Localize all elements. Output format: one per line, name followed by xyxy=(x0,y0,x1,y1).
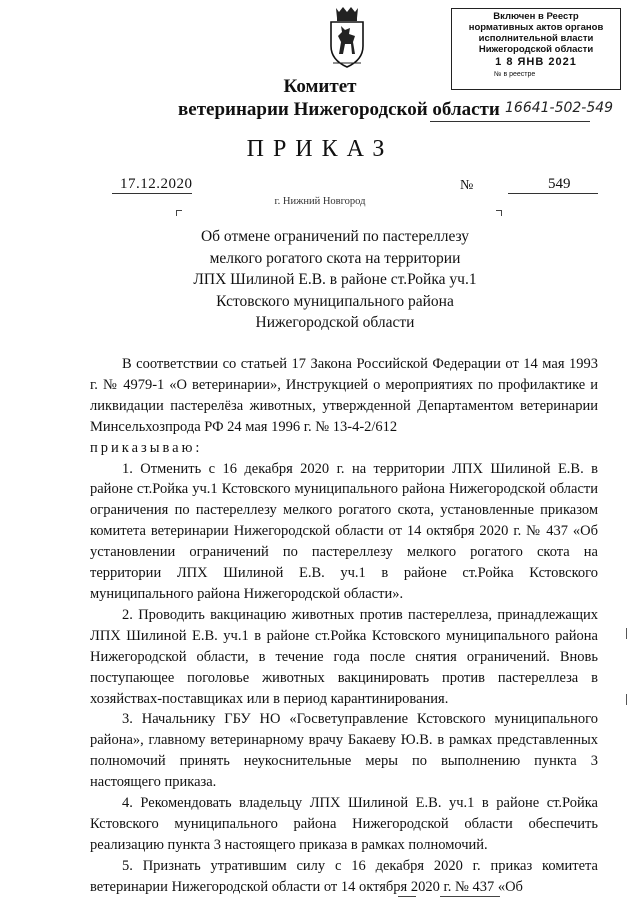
scan-margin-mark xyxy=(626,628,627,639)
stamp-date: 1 8 ЯНВ 2021 xyxy=(495,56,577,68)
registry-number: 16641-502-549 xyxy=(505,100,614,116)
subject-corner-left xyxy=(176,210,182,216)
subject-line: Кстовского муниципального района xyxy=(216,292,454,310)
stamp-line-3: исполнительной власти xyxy=(478,33,594,44)
number-underline xyxy=(508,193,598,194)
subject-line: ЛПХ Шилиной Е.В. в районе ст.Ройка уч.1 xyxy=(193,271,477,288)
registry-underline xyxy=(430,121,590,122)
scan-edge-dash xyxy=(440,896,500,897)
organization-line-1: Комитет xyxy=(283,76,357,97)
date-underline xyxy=(112,193,192,194)
coat-of-arms-emblem xyxy=(325,6,369,70)
order-item-4: 4. Рекомендовать владельцу ЛПХ Шилиной Е.В. уч.1 в районе ст.Ройка Кстовского муниципального района Нижегородской области обеспечить реализацию пункта 3 настоящего приказа в рамках полномочий. xyxy=(90,795,598,853)
organization-line-2: ветеринарии Нижегородской области xyxy=(178,99,500,120)
subject-corner-right xyxy=(496,210,502,216)
order-date: 17.12.2020 xyxy=(120,176,193,192)
order-number: 549 xyxy=(548,176,571,192)
document-body xyxy=(90,354,598,898)
document-type-title: ПРИКАЗ xyxy=(246,136,394,162)
order-item-5: 5. Признать утратившим силу с 16 декабря 2020 г. приказ комитета ветеринарии Нижегородской области от 14 октября 2020 г. № 437 «Об xyxy=(90,857,598,895)
order-item-2: 2. Проводить вакцинацию животных против пастереллеза, принадлежащих ЛПХ Шилиной Е.В. уч.1 в районе ст.Ройка Кстовского муниципального района Нижегородской области, в течение года после снятия ограничений. Вновь поступающее поголовье животных вакцинировать против пастереллеза в хозяйствах-поставщиках или в период карантинирования. xyxy=(90,606,598,707)
order-item-3: 3. Начальнику ГБУ НО «Госветуправление Кстовского муниципального района», главному ветеринарному врачу Бакаеву Ю.В. в рамках представленных полномочий принять неукоснительные меры по выполнению пункта 3 настоящего приказа. xyxy=(90,711,598,791)
scan-margin-mark xyxy=(626,694,627,705)
scan-edge-dash xyxy=(398,896,416,897)
stamp-line-1: Включен в Реестр xyxy=(493,11,579,22)
number-sign: № xyxy=(460,178,474,193)
stamp-registry-label: № в реестре xyxy=(494,71,536,78)
stamp-line-4: Нижегородской области xyxy=(478,44,594,55)
stamp-line-2: нормативных актов органов xyxy=(468,22,604,33)
subject-block xyxy=(170,226,500,334)
subject-line: мелкого рогатого скота на территории xyxy=(209,249,461,267)
order-item-1: 1. Отменить с 16 декабря 2020 г. на территории ЛПХ Шилиной Е.В. в районе ст.Ройка уч.1 Кстовского муниципального района Нижегородской области ограничения по пастереллезу мелкого рогатого скота, установленные приказом комитета ветеринарии Нижегородской области от 14 октября 2020 г. № 437 «Об установлении ограничений по пастереллезу мелкого рогатого скота на территории ЛПХ Шилиной Е.В. уч.1 в районе ст.Ройка Кстовского муниципального района Нижегородской области». xyxy=(90,460,598,602)
orders-word: приказываю: xyxy=(90,439,203,456)
city-name: г. Нижний Новгород xyxy=(274,196,366,207)
preamble-paragraph: В соответствии со статьей 17 Закона Российской Федерации от 14 мая 1993 г. № 4979-1 «О ветеринарии», Инструкцией о мероприятиях по профилактике и ликвидации пастерелёза животных, утвержденной Департаментом ветеринарии Минсельхозпрода РФ 24 мая 1996 г. № 13-4-2/612 xyxy=(90,356,598,435)
subject-line: Нижегородской области xyxy=(255,314,415,331)
subject-line: Об отмене ограничений по пастереллезу xyxy=(200,228,470,245)
